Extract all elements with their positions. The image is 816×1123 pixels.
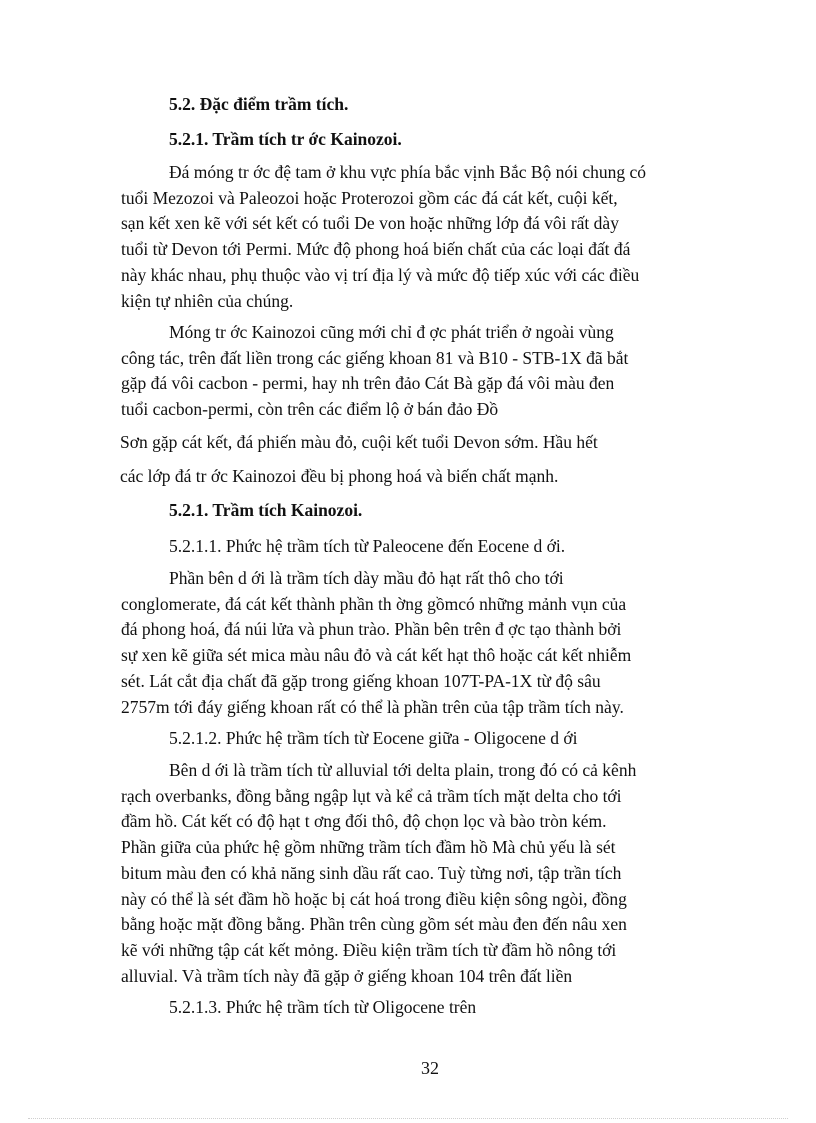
subsection-heading-5-2-1-1: 5.2.1.1. Phức hệ trầm tích từ Paleocene đến Eocene d ới.	[169, 536, 566, 556]
text-line: bằng hoặc mặt đồng bằng. Phần trên cùng gồm sét màu đen đến nâu xen	[121, 914, 627, 935]
text-line: alluvial. Và trầm tích này đã gặp ở giếng khoan 104 trên đất liền	[121, 965, 573, 986]
section-heading-5-2-1-kainozoi: 5.2.1. Trầm tích Kainozoi.	[169, 500, 363, 520]
paragraph-pre-kainozoi-basement	[121, 320, 740, 423]
text-line: sự xen kẽ giữa sét mica màu nâu đỏ và cát kết hạt thô hoặc cát kết nhiễm	[121, 645, 632, 666]
text-line: kẽ với những tập cát kết mỏng. Điều kiện trầm tích từ đầm hồ nông tới	[121, 939, 617, 960]
text-line: Bên d ới là trầm tích từ alluvial tới delta plain, trong đó có cả kênh	[169, 760, 637, 780]
text-line: conglomerate, đá cát kết thành phần th ờng gồmcó những mảnh vụn của	[121, 593, 627, 614]
section-heading-5-2-1-pre-kainozoi: 5.2.1. Trầm tích tr ớc Kainozoi.	[169, 129, 402, 149]
text-line: kiện tự nhiên của chúng.	[121, 290, 294, 311]
text-line: 2757m tới đáy giếng khoan rất có thể là phần trên của tập trầm tích này.	[121, 696, 624, 717]
text-line: tuổi từ Devon tới Permi. Mức độ phong hoá biến chất của các loại đất đá	[121, 239, 631, 260]
text-line: đầm hồ. Cát kết có độ hạt t ơng đối thô, độ chọn lọc và bào tròn kém.	[121, 811, 607, 832]
text-line: Móng tr ớc Kainozoi cũng mới chỉ đ ợc phát triển ở ngoài vùng	[169, 322, 614, 342]
page-number: 32	[421, 1058, 439, 1078]
text-line: sét. Lát cắt địa chất đã gặp trong giếng khoan 107T-PA-1X từ độ sâu	[121, 670, 601, 691]
text-line: các lớp đá tr ớc Kainozoi đều bị phong hoá và biến chất mạnh.	[120, 466, 559, 486]
section-heading-5-2: 5.2. Đặc điểm trầm tích.	[169, 94, 349, 114]
text-line: gặp đá vôi cacbon - permi, hay nh trên đảo Cát Bà gặp đá vôi màu đen	[121, 373, 615, 394]
text-line: công tác, trên đất liền trong các giếng khoan 81 và B10 - STB-1X đã bắt	[121, 347, 629, 368]
paragraph-paleocene-eocene	[121, 566, 740, 720]
text-line: Phần giữa của phức hệ gồm những trầm tích đầm hồ Mà chủ yếu là sét	[121, 837, 616, 858]
text-line: tuổi Mezozoi và Paleozoi hoặc Proterozoi gồm các đá cát kết, cuội kết,	[121, 187, 618, 208]
subsection-heading-5-2-1-2: 5.2.1.2. Phức hệ trầm tích từ Eocene giữa - Oligocene d ới	[169, 728, 578, 748]
text-line: Phần bên d ới là trầm tích dày mầu đỏ hạt rất thô cho tới	[169, 568, 564, 588]
text-line: Đá móng tr ớc đệ tam ở khu vực phía bắc vịnh Bắc Bộ nói chung có	[169, 162, 647, 182]
text-line: bitum màu đen có khả năng sinh dầu rất cao. Tuỳ từng nơi, tập trần tích	[121, 862, 622, 883]
paragraph-eocene-oligocene	[121, 758, 740, 989]
text-line: đá phong hoá, đá núi lửa và phun trào. Phần bên trên đ ợc tạo thành bởi	[121, 619, 622, 640]
text-line: tuổi cacbon-permi, còn trên các điểm lộ ở bán đảo Đồ	[121, 399, 499, 420]
text-line: sạn kết xen kẽ với sét kết có tuổi De von hoặc những lớp đá vôi rất dày	[121, 213, 619, 234]
page-bottom-border	[28, 1118, 788, 1119]
paragraph-basement	[121, 160, 740, 314]
text-line: rạch overbanks, đồng bằng ngập lụt và kể cả trầm tích mặt delta cho tới	[121, 785, 622, 806]
text-line: này có thể là sét đầm hồ hoặc bị cát hoá trong điều kiện sông ngòi, đồng	[121, 888, 627, 909]
text-line: này khác nhau, phụ thuộc vào vị trí địa lý và mức độ tiếp xúc với các điều	[121, 264, 640, 285]
text-line: Sơn gặp cát kết, đá phiến màu đỏ, cuội kết tuổi Devon sớm. Hầu hết	[120, 432, 598, 452]
subsection-heading-5-2-1-3: 5.2.1.3. Phức hệ trầm tích từ Oligocene trên	[169, 997, 477, 1017]
